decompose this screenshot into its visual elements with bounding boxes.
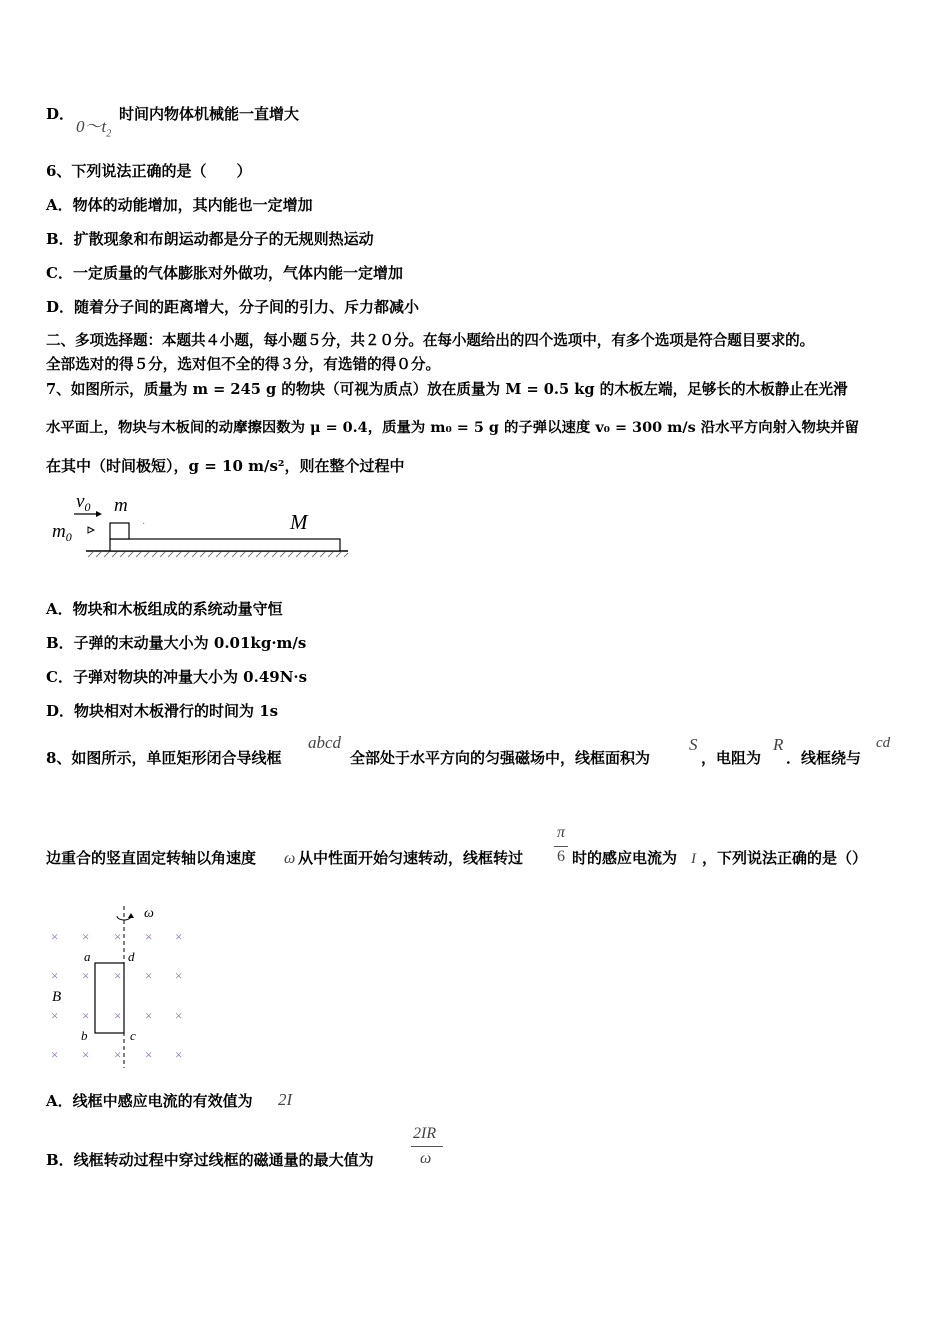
q8-stem-part7: 时的感应电流为 <box>572 849 678 867</box>
q6-option-b: B．扩散现象和布朗运动都是分子的无规则热运动 <box>46 230 374 248</box>
svg-text:×: × <box>82 929 90 944</box>
svg-text:×: × <box>51 929 59 944</box>
svg-text:×: × <box>175 968 183 983</box>
magnetic-field-crosses <box>51 929 182 1062</box>
q7-option-d: D．物块相对木板滑行的时间为 1s <box>46 702 279 720</box>
svg-text:×: × <box>175 1008 183 1023</box>
svg-text:×: × <box>82 968 90 983</box>
q8-stem-part3: ，电阻为 <box>701 749 762 767</box>
svg-text:×: × <box>145 1008 153 1023</box>
q8-math-omega: ω <box>284 850 296 867</box>
svg-text:×: × <box>82 1047 90 1062</box>
svg-text:×: × <box>51 1047 59 1062</box>
q8-option-b-denominator: ω <box>420 1150 432 1167</box>
q6-stem: 6、下列说法正确的是（ ） <box>46 162 252 180</box>
q7-option-b: B．子弹的末动量大小为 0.01kg·m/s <box>46 634 307 652</box>
q8-math-I: I <box>691 851 696 867</box>
q6-option-d: D．随着分子间的距离增大，分子间的引力、斥力都减小 <box>46 298 420 316</box>
svg-text:×: × <box>175 929 183 944</box>
block-m <box>110 523 129 539</box>
q8-option-b-numerator: 2IR <box>413 1125 437 1142</box>
label-d: d <box>128 949 135 964</box>
q5-option-d-text: 时间内物体机械能一直增大 <box>119 105 300 123</box>
q8-frac-denominator: 6 <box>557 848 565 865</box>
q8-option-a-math: 2I <box>278 1090 293 1109</box>
svg-text:×: × <box>145 968 153 983</box>
q8-option-a: A．线框中感应电流的有效值为 <box>46 1092 253 1110</box>
q8-stem-part2: 全部处于水平方向的匀强磁场中，线框面积为 <box>350 749 651 767</box>
svg-text:×: × <box>145 929 153 944</box>
svg-text:×: × <box>114 929 122 944</box>
q8-math-S: S <box>689 735 698 754</box>
bullet <box>88 527 94 533</box>
label-b: b <box>81 1028 88 1043</box>
svg-text:×: × <box>114 968 122 983</box>
q8-stem-part5: 边重合的竖直固定转轴以角速度 <box>46 849 257 867</box>
velocity-arrowhead <box>96 511 102 517</box>
label-M: M <box>290 510 308 534</box>
label-m0: $m_0$ <box>52 521 72 544</box>
q8-stem-part1: 8、如图所示，单匝矩形闭合导线框 <box>46 749 282 767</box>
q7-stem-line3: 在其中（时间极短），g = 10 m/s²，则在整个过程中 <box>46 457 405 475</box>
svg-text:×: × <box>82 1008 90 1023</box>
q7-stem-line1: 7、如图所示，质量为 m = 245 g 的物块（可视为质点）放在质量为 M = 0.5 kg 的木板左端，足够长的木板静止在光滑 <box>46 381 848 398</box>
svg-text:×: × <box>51 968 59 983</box>
section2-heading-line1: 二、多项选择题：本题共４小题，每小题５分，共２０分。在每小题给出的四个选项中，有多个选项是符合题目要求的。 <box>46 332 815 349</box>
board-M <box>110 539 340 551</box>
label-B: B <box>52 989 62 1005</box>
q8-math-R: R <box>773 735 784 754</box>
q5-option-d: D． <box>46 105 75 123</box>
q8-stem-part4: ．线框绕与 <box>786 749 862 767</box>
q8-frac-numerator: π <box>557 824 566 841</box>
q8-option-b: B．线框转动过程中穿过线框的磁通量的最大值为 <box>46 1151 374 1169</box>
svg-text:×: × <box>145 1047 153 1062</box>
q8-stem-part6: 从中性面开始匀速转动，线框转过 <box>298 849 524 867</box>
svg-text:×: × <box>114 1047 122 1062</box>
q7-option-a: A．物块和木板组成的系统动量守恒 <box>46 600 283 618</box>
label-a: a <box>84 949 91 964</box>
ground-hatch <box>88 551 348 557</box>
label-m: m <box>114 495 128 516</box>
label-c: c <box>130 1028 136 1043</box>
label-omega: ω <box>144 906 154 921</box>
section2-heading-line2: 全部选对的得５分，选对但不全的得３分，有选错的得０分。 <box>46 356 441 373</box>
q8-stem-part8: ，下列说法正确的是（） <box>702 849 868 867</box>
svg-text:·: · <box>142 519 146 530</box>
q7-option-c: C．子弹对物块的冲量大小为 0.49N·s <box>46 668 308 686</box>
q8-option-b-frac-bar <box>411 1146 443 1147</box>
q8-figure-rotating-coil <box>44 898 204 1068</box>
q8-frac-bar <box>554 846 568 847</box>
svg-text:×: × <box>114 1008 122 1023</box>
svg-text:×: × <box>51 1008 59 1023</box>
q7-stem-line2: 水平面上，物块与木板间的动摩擦因数为 μ = 0.4，质量为 m₀ = 5 g 的子弹以速度 v₀ = 300 m/s 沿水平方向射入物块并留 <box>46 419 860 436</box>
q5-option-d-math: $0\sim t_2$ <box>76 117 112 140</box>
q8-math-abcd: abcd <box>308 733 342 752</box>
q8-math-cd: cd <box>876 735 891 751</box>
svg-text:×: × <box>175 1047 183 1062</box>
q7-figure-bullet-block-board <box>48 487 358 567</box>
q6-option-c: C．一定质量的气体膨胀对外做功，气体内能一定增加 <box>46 264 403 282</box>
q6-option-a: A．物体的动能增加，其内能也一定增加 <box>46 196 313 214</box>
label-v0: $v_0$ <box>76 491 91 514</box>
